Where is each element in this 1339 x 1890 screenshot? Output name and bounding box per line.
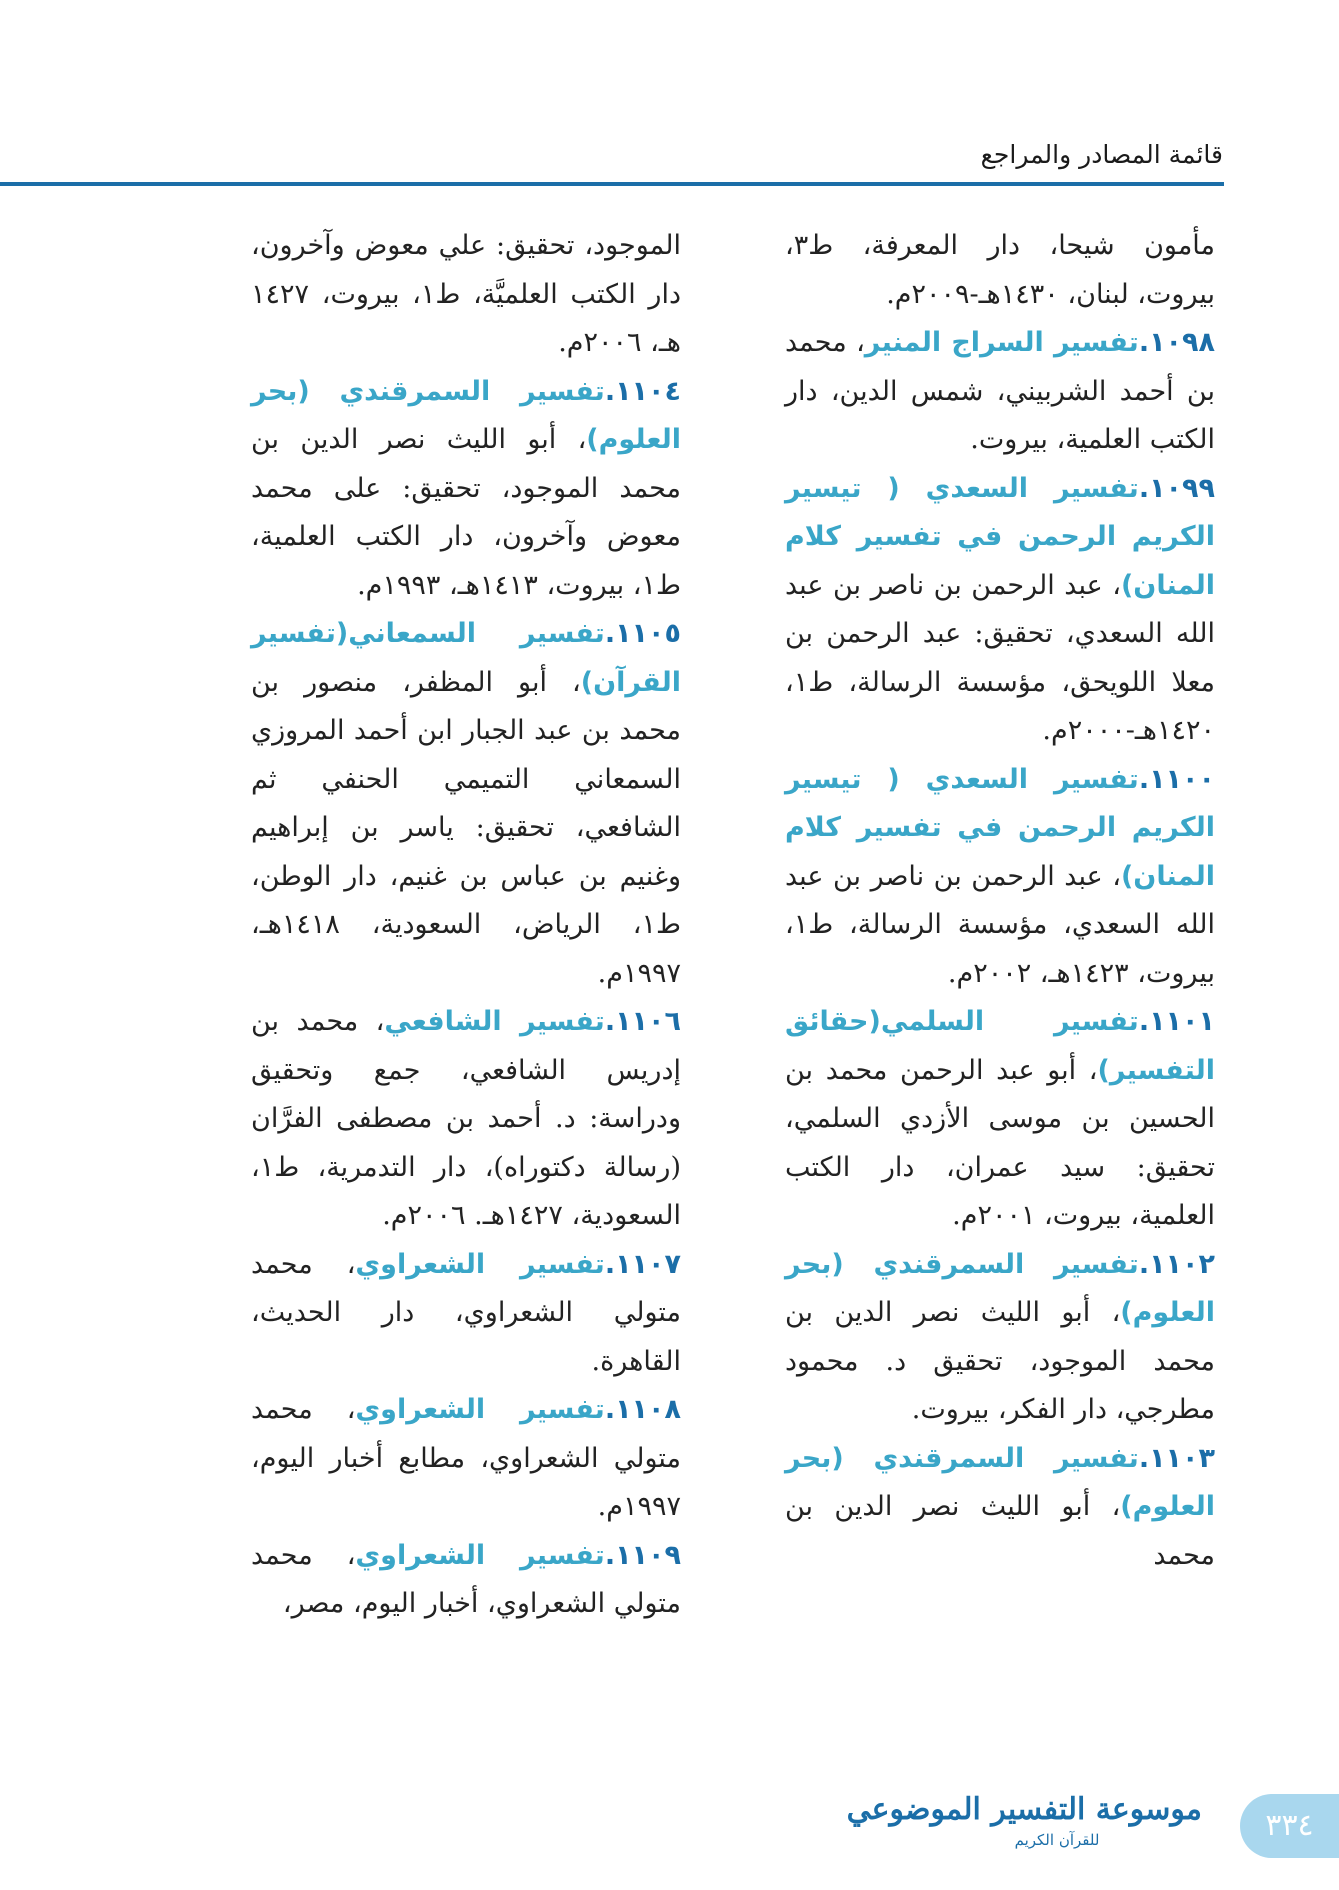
bibliography-column-right: [785, 222, 1215, 1580]
entry-title: تفسير السلمي(حقائق التفسير): [785, 1006, 1215, 1086]
entry-title: تفسير الشعراوي: [355, 1539, 605, 1571]
entry-title: تفسير الشافعي: [384, 1006, 605, 1037]
entry-details: ، أبو الليث نصر الدين بن محمد الموجود، تحقيق: على محمد معوض وآخرون، دار الكتب العلمية، ط١، بيروت، ١٤١٣هـ، ١٩٩٣م.: [251, 424, 681, 601]
entry-number: ١١٠٦.: [604, 1006, 681, 1037]
bibliography-entry: [251, 1532, 681, 1629]
entry-number: ١٠٩٨.: [1138, 327, 1215, 358]
entry-number: ١٠٩٩.: [1138, 472, 1215, 504]
logo-main-text: موسوعة التفسير الموضوعي: [846, 1792, 1202, 1827]
bibliography-entry: [785, 756, 1215, 999]
entry-title: تفسير السمرقندي (بحر العلوم): [785, 1248, 1215, 1328]
entry-number: ١١٠٠.: [1138, 763, 1215, 795]
bibliography-entry: [251, 998, 681, 1241]
bibliography-entry: [251, 1241, 681, 1387]
continuation-text: مأمون شيحا، دار المعرفة، ط٣، بيروت، لبنان، ١٤٣٠هـ-٢٠٠٩م.: [785, 230, 1215, 310]
entry-number: ١١٠٩.: [604, 1539, 681, 1571]
entry-title: تفسير الشعراوي: [355, 1394, 605, 1425]
entry-details: ، محمد متولي الشعراوي، دار الحديث، القاهرة.: [251, 1248, 681, 1377]
entry-title: تفسير الشعراوي: [355, 1248, 605, 1280]
bibliography-entry: [785, 1241, 1215, 1435]
bibliography-column-left: [251, 222, 681, 1629]
bibliography-entry: [251, 368, 681, 611]
entry-details: ، أبو المظفر، منصور بن محمد بن عبد الجبار ابن أحمد المروزي السمعاني التميمي الحنفي ثم الشافعي، تحقيق: ياسر بن إبراهيم وغنيم بن عباس بن غنيم، دار الوطن، ط١، الرياض، السعودية، ١٤١٨هـ، ١٩٩٧م.: [251, 666, 681, 989]
entry-number: ١١٠٥.: [604, 618, 681, 649]
encyclopedia-logo: [846, 1790, 1202, 1860]
logo-sub-text: للقرآن الكريم: [1014, 1831, 1100, 1849]
entry-details: ، عبد الرحمن بن ناصر بن عبد الله السعدي، تحقيق: عبد الرحمن بن معلا اللويحق، مؤسسة الرسالة، ط١، ١٤٢٠هـ-٢٠٠٠م.: [785, 569, 1215, 746]
entry-details: ، محمد متولي الشعراوي، مطابع أخبار اليوم، ١٩٩٧م.: [251, 1394, 681, 1522]
bibliography-entry: [785, 319, 1215, 465]
bibliography-entry: [251, 1386, 681, 1532]
entry-details: ، أبو الليث نصر الدين بن محمد: [785, 1491, 1215, 1571]
entry-number: ١١٠٤.: [604, 375, 681, 407]
header-rule: [0, 182, 1224, 186]
entry-title: تفسير السمعاني(تفسير القرآن): [251, 618, 681, 698]
entry-title: تفسير السمرقندي (بحر العلوم): [785, 1442, 1215, 1522]
entry-details: ، أبو الليث نصر الدين بن محمد الموجود، تحقيق د. محمود مطرجي، دار الفكر، بيروت.: [785, 1297, 1215, 1425]
page-number-badge: ٣٣٤: [1240, 1794, 1339, 1858]
entry-number: ١١٠٣.: [1138, 1442, 1215, 1474]
bibliography-entry: [251, 610, 681, 998]
entry-details: ، محمد بن إدريس الشافعي، جمع وتحقيق ودراسة: د. أحمد بن مصطفى الفرَّان (رسالة دكتوراه)، دار التدمرية، ط١، السعودية، ١٤٢٧هـ. ٢٠٠٦م.: [251, 1006, 681, 1231]
running-header: قائمة المصادر والمراجع: [980, 140, 1223, 169]
entry-title: تفسير السعدي ( تيسير الكريم الرحمن في تفسير كلام المنان): [785, 763, 1215, 892]
bibliography-entry: [785, 465, 1215, 756]
entry-number: ١١٠٢.: [1138, 1248, 1215, 1280]
entry-details: ، أبو عبد الرحمن محمد بن الحسين بن موسى الأزدي السلمي، تحقيق: سيد عمران، دار الكتب العلمية، بيروت، ٢٠٠١م.: [785, 1054, 1215, 1231]
entry-number: ١١٠٨.: [604, 1394, 681, 1425]
bibliography-entry: [785, 1435, 1215, 1581]
entry-number: ١١٠٧.: [604, 1248, 681, 1280]
bibliography-entry: [785, 998, 1215, 1241]
entry-title: تفسير السراج المنير: [864, 327, 1139, 358]
entry-details: ، عبد الرحمن بن ناصر بن عبد الله السعدي، مؤسسة الرسالة، ط١، بيروت، ١٤٢٣هـ، ٢٠٠٢م.: [785, 860, 1215, 989]
continuation-text: الموجود، تحقيق: علي معوض وآخرون، دار الكتب العلميَّة، ط١، بيروت، ١٤٢٧ هـ، ٢٠٠٦م.: [251, 230, 681, 358]
entry-title: تفسير السعدي ( تيسير الكريم الرحمن في تفسير كلام المنان): [785, 472, 1215, 601]
entry-number: ١١٠١.: [1138, 1006, 1215, 1037]
entry-title: تفسير السمرقندي (بحر العلوم): [251, 375, 681, 455]
entry-details: ، محمد بن أحمد الشربيني، شمس الدين، دار الكتب العلمية، بيروت.: [785, 327, 1215, 455]
entry-details: ، محمد متولي الشعراوي، أخبار اليوم، مصر،: [251, 1539, 681, 1619]
